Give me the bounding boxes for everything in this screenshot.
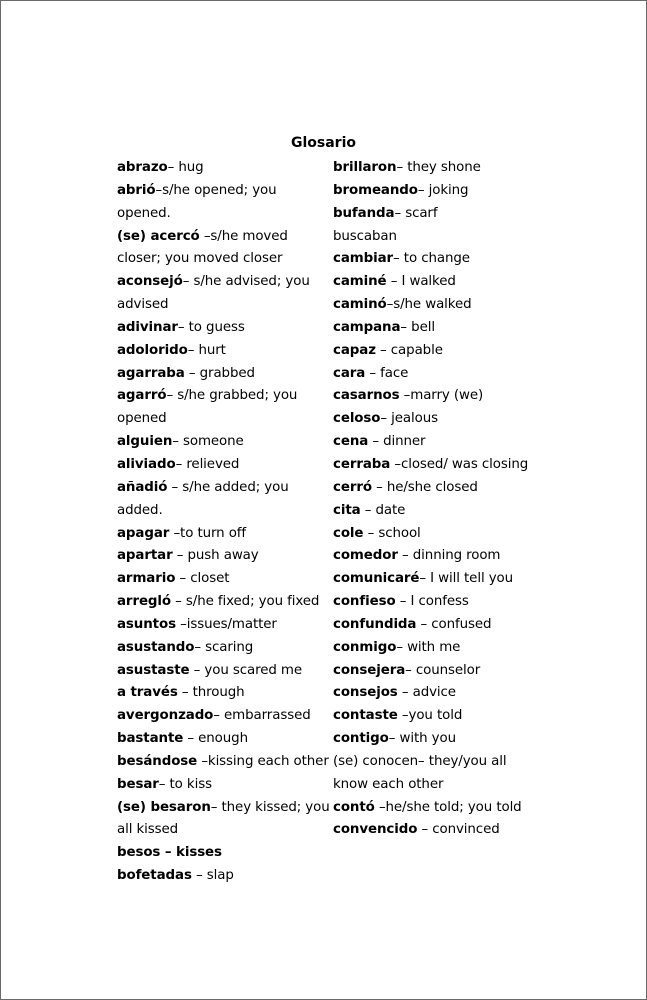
glossary-definition: – they shone xyxy=(396,160,481,175)
glossary-line xyxy=(333,271,533,294)
glossary-line xyxy=(333,180,533,203)
glossary-definition: –s/he opened; you xyxy=(155,182,277,198)
glossary-line xyxy=(333,660,533,683)
glossary-line xyxy=(117,454,317,477)
glossary-definition: –kissing each other xyxy=(197,753,329,769)
glossary-definition: – date xyxy=(360,502,406,518)
page-title: Glosario xyxy=(290,135,356,151)
glossary-line xyxy=(333,705,533,728)
glossary-definition: – push away xyxy=(172,548,259,564)
glossary-term: confieso xyxy=(333,594,396,610)
glossary-line xyxy=(333,340,533,363)
glossary-definition: – scarf xyxy=(394,205,438,221)
glossary-term: cambiar xyxy=(333,251,394,267)
glossary-term: asustaste xyxy=(117,662,190,678)
glossary-definition: – you scared me xyxy=(189,662,303,678)
glossary-definition: – hug xyxy=(167,160,204,175)
glossary-definition: – s/he advised; you xyxy=(182,274,310,290)
glossary-line xyxy=(333,294,533,317)
glossary-definition: – embarrassed xyxy=(213,708,311,724)
glossary-line xyxy=(333,454,533,477)
glossary-term: besos – kisses xyxy=(117,845,222,861)
glossary-term: a través xyxy=(117,685,178,701)
glossary-definition: – jealous xyxy=(380,411,438,427)
glossary-definition: (se) conocen– they/you all xyxy=(333,753,507,769)
glossary-line xyxy=(117,431,317,454)
glossary-term: (se) acercó xyxy=(117,228,200,244)
glossary-term: armario xyxy=(117,571,176,587)
glossary-term: cita xyxy=(333,502,361,518)
glossary-term: cerró xyxy=(333,479,372,495)
glossary-term: brillaron xyxy=(333,160,397,175)
glossary-term: besándose xyxy=(117,753,198,769)
glossary-term: abrió xyxy=(117,182,156,198)
glossary-term: consejos xyxy=(333,685,398,701)
glossary-line xyxy=(117,774,317,797)
glossary-term: consejera xyxy=(333,662,406,678)
glossary-definition: – confused xyxy=(416,616,492,632)
glossary-term: alguien xyxy=(117,434,173,450)
glossary-line xyxy=(117,637,317,660)
glossary-definition: – scaring xyxy=(194,639,254,655)
glossary-line xyxy=(117,157,317,180)
glossary-definition: –to turn off xyxy=(169,525,247,541)
glossary-definition: – dinning room xyxy=(397,548,501,564)
glossary-term: bofetadas xyxy=(117,868,192,884)
glossary-line xyxy=(117,797,330,820)
glossary-line xyxy=(117,203,317,226)
glossary-definition: – hurt xyxy=(187,342,226,358)
glossary-line xyxy=(333,203,533,226)
glossary-definition: – convinced xyxy=(417,822,500,838)
glossary-line xyxy=(333,226,533,249)
glossary-term: bastante xyxy=(117,731,184,747)
glossary-definition: closer; you moved closer xyxy=(117,251,283,267)
glossary-term: contigo xyxy=(333,731,389,747)
glossary-line xyxy=(117,728,317,751)
glossary-definition: – I will tell you xyxy=(419,571,514,587)
glossary-definition: – slap xyxy=(191,868,234,884)
glossary-definition: – school xyxy=(363,525,421,541)
glossary-definition: buscaban xyxy=(333,228,397,244)
glossary-definition: added. xyxy=(117,502,163,518)
glossary-term: caminó xyxy=(333,297,387,313)
glossary-term: campana xyxy=(333,319,401,335)
glossary-definition: – bell xyxy=(400,319,435,335)
glossary-line xyxy=(333,385,533,408)
glossary-definition: –marry (we) xyxy=(399,388,484,404)
glossary-definition: –he/she told; you told xyxy=(374,799,522,815)
glossary-line xyxy=(333,157,533,180)
glossary-line xyxy=(333,431,533,454)
glossary-term: casarnos xyxy=(333,388,400,404)
glossary-term: añadió xyxy=(117,479,168,495)
glossary-line xyxy=(117,614,317,637)
glossary-term: contaste xyxy=(333,708,398,724)
glossary-line xyxy=(333,819,533,842)
glossary-definition: –you told xyxy=(397,708,463,724)
glossary-definition: – advice xyxy=(397,685,456,701)
glossary-line xyxy=(333,728,533,751)
glossary-line xyxy=(117,705,317,728)
glossary-line xyxy=(117,568,317,591)
glossary-term: abrazo xyxy=(117,160,168,175)
glossary-term: agarró xyxy=(117,388,167,404)
glossary-term: agarraba xyxy=(117,365,185,381)
glossary-line xyxy=(333,248,533,271)
glossary-term: apartar xyxy=(117,548,173,564)
glossary-line xyxy=(333,751,533,774)
glossary-line xyxy=(333,363,533,386)
glossary-line xyxy=(117,477,317,500)
glossary-line xyxy=(117,317,317,340)
glossary-line xyxy=(117,682,317,705)
glossary-line xyxy=(117,408,317,431)
glossary-term: (se) besaron xyxy=(117,799,211,815)
glossary-term: convencido xyxy=(333,822,418,838)
glossary-line xyxy=(333,500,533,523)
glossary-definition: opened. xyxy=(117,205,171,221)
glossary-line xyxy=(333,637,533,660)
glossary-line xyxy=(333,568,533,591)
glossary-term: cena xyxy=(333,434,369,450)
glossary-right-column xyxy=(333,157,533,842)
glossary-definition: – s/he added; you xyxy=(167,479,289,495)
glossary-line xyxy=(333,477,533,500)
glossary-term: asustando xyxy=(117,639,195,655)
glossary-term: caminé xyxy=(333,274,387,290)
glossary-definition: – they kissed; you xyxy=(210,799,330,815)
glossary-left-column xyxy=(117,157,330,888)
glossary-term: confundida xyxy=(333,616,417,632)
glossary-line xyxy=(333,317,533,340)
glossary-line xyxy=(117,545,317,568)
glossary-term: capaz xyxy=(333,342,376,358)
glossary-term: apagar xyxy=(117,525,170,541)
glossary-line xyxy=(333,774,533,797)
glossary-definition: opened xyxy=(117,411,167,427)
glossary-definition: –closed/ was closing xyxy=(390,456,529,472)
glossary-definition: – s/he grabbed; you xyxy=(166,388,298,404)
glossary-line xyxy=(117,523,317,546)
glossary-term: adivinar xyxy=(117,319,178,335)
glossary-definition: – to guess xyxy=(177,319,245,335)
glossary-line xyxy=(117,751,329,774)
glossary-line xyxy=(117,842,317,865)
glossary-definition: –s/he moved xyxy=(199,228,288,244)
glossary-definition: – face xyxy=(365,365,409,381)
glossary-line xyxy=(117,819,317,842)
glossary-line xyxy=(117,271,317,294)
glossary-term: aconsejó xyxy=(117,274,183,290)
glossary-definition: – capable xyxy=(375,342,443,358)
glossary-definition: advised xyxy=(117,297,169,313)
glossary-definition: – s/he fixed; you fixed xyxy=(171,594,320,610)
glossary-line xyxy=(117,340,317,363)
glossary-line xyxy=(117,180,317,203)
glossary-term: aliviado xyxy=(117,456,176,472)
glossary-line xyxy=(117,500,317,523)
glossary-definition: – dinner xyxy=(368,434,426,450)
glossary-definition: –issues/matter xyxy=(175,616,277,632)
glossary-term: cara xyxy=(333,365,366,381)
glossary-definition: – to kiss xyxy=(158,776,212,792)
glossary-line xyxy=(333,797,533,820)
glossary-term: avergonzado xyxy=(117,708,214,724)
glossary-line xyxy=(333,523,533,546)
glossary-definition: – closet xyxy=(175,571,230,587)
glossary-line xyxy=(333,682,533,705)
glossary-definition: – he/she closed xyxy=(371,479,478,495)
glossary-term: arregló xyxy=(117,594,172,610)
glossary-line xyxy=(333,408,533,431)
glossary-term: conmigo xyxy=(333,639,397,655)
glossary-definition: – I walked xyxy=(386,274,456,290)
glossary-definition: – relieved xyxy=(175,456,240,472)
glossary-definition: – grabbed xyxy=(184,365,255,381)
glossary-definition: – to change xyxy=(393,251,470,267)
glossary-definition: – someone xyxy=(172,434,244,450)
glossary-line xyxy=(117,248,317,271)
glossary-definition: –s/he walked xyxy=(386,297,472,313)
glossary-definition: know each other xyxy=(333,776,444,792)
glossary-term: celoso xyxy=(333,411,381,427)
glossary-term: cole xyxy=(333,525,364,541)
glossary-term: comunicaré xyxy=(333,571,420,587)
glossary-term: asuntos xyxy=(117,616,176,632)
glossary-line xyxy=(117,865,317,888)
glossary-term: adolorido xyxy=(117,342,188,358)
glossary-line xyxy=(117,363,317,386)
glossary-line xyxy=(117,294,317,317)
glossary-line xyxy=(117,226,317,249)
glossary-line xyxy=(333,614,533,637)
glossary-definition: – through xyxy=(177,685,245,701)
glossary-definition: – I confess xyxy=(395,594,469,610)
glossary-definition: all kissed xyxy=(117,822,179,838)
glossary-definition: – with me xyxy=(396,639,461,655)
glossary-line xyxy=(117,660,317,683)
glossary-definition: – enough xyxy=(183,731,248,747)
glossary-definition: – counselor xyxy=(405,662,481,678)
glossary-definition: – joking xyxy=(417,182,469,198)
glossary-line xyxy=(117,385,317,408)
glossary-term: bufanda xyxy=(333,205,395,221)
glossary-line xyxy=(117,591,320,614)
glossary-line xyxy=(333,545,533,568)
glossary-term: bromeando xyxy=(333,182,418,198)
glossary-definition: – with you xyxy=(388,731,456,747)
glossary-term: cerraba xyxy=(333,456,391,472)
glossary-term: comedor xyxy=(333,548,398,564)
glossary-term: contó xyxy=(333,799,375,815)
glossary-term: besar xyxy=(117,776,159,792)
glossary-line xyxy=(333,591,533,614)
